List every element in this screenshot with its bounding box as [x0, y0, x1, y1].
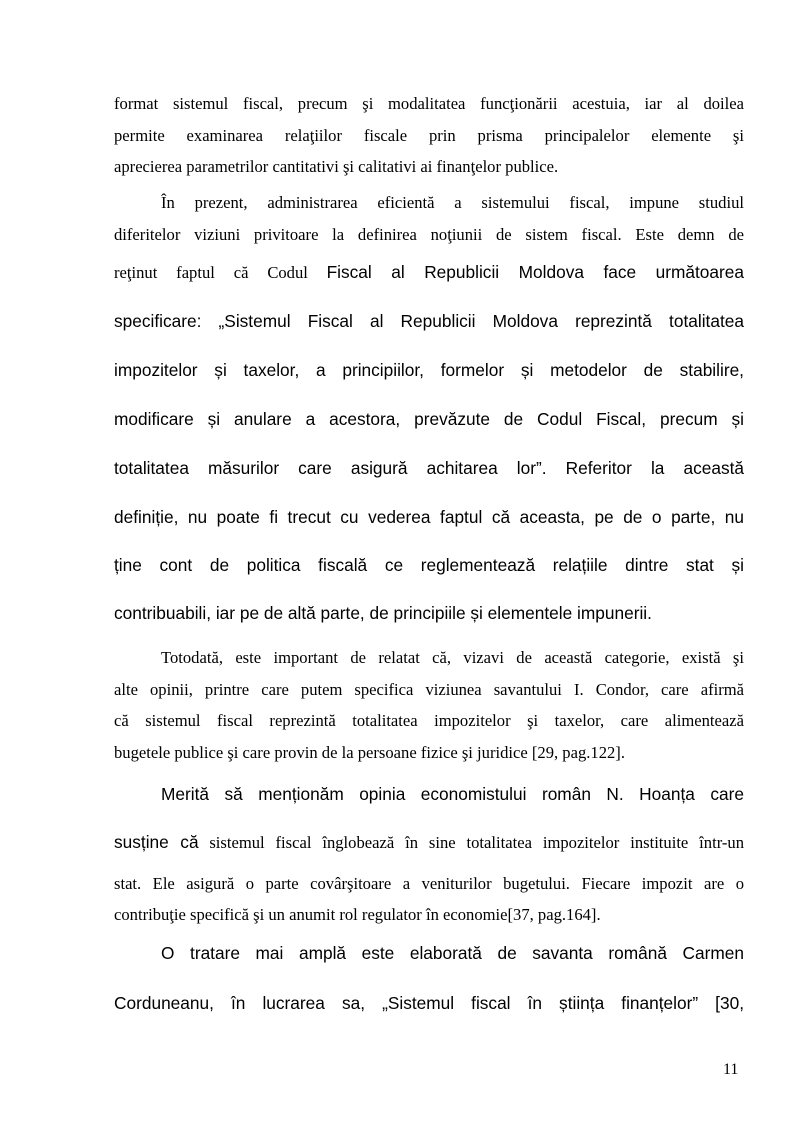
text-line-23: Corduneanu, în lucrarea sa, „Sistemul fiscal în știința finanțelor” [30,	[114, 993, 744, 1013]
text-line-6-serif-part: reţinut faptul că Codul	[114, 263, 308, 282]
text-line-14: Totodată, este important de relatat că, vizavi de această categorie, există şi	[161, 648, 744, 667]
text-line-8: impozitelor și taxelor, a principiilor, formelor și metodelor de stabilire,	[114, 360, 744, 380]
text-line-10: totalitatea măsurilor care asigură achitarea lor”. Referitor la această	[114, 458, 744, 478]
text-line-12: ține cont de politica fiscală ce reglementează relațiile dintre stat și	[114, 555, 744, 575]
text-line-15: alte opinii, printre care putem specifica viziunea savantului I. Condor, care afirmă	[114, 680, 744, 699]
text-line-11: definiție, nu poate fi trecut cu vederea faptul că aceasta, pe de o parte, nu	[114, 507, 744, 527]
text-line-19	[114, 834, 744, 852]
text-line-20: stat. Ele asigură o parte covârşitoare a veniturilor bugetului. Fiecare impozit are o	[114, 874, 744, 893]
text-line-4: În prezent, administrarea eficientă a sistemului fiscal, impune studiul	[161, 193, 744, 212]
text-line-19-sans-part: susține că	[114, 832, 199, 852]
text-line-17: bugetele publice şi care provin de la persoane fizice şi juridice [29, pag.122].	[114, 743, 625, 762]
text-line-9: modificare și anulare a acestora, prevăzute de Codul Fiscal, precum și	[114, 409, 744, 429]
text-line-21: contribuţie specifică şi un anumit rol regulator în economie[37, pag.164].	[114, 905, 601, 924]
text-line-5: diferitelor viziuni privitoare la definirea noţiunii de sistem fiscal. Este demn de	[114, 225, 744, 244]
text-line-22: O tratare mai amplă este elaborată de savanta română Carmen	[161, 943, 744, 963]
text-line-13: contribuabili, iar pe de altă parte, de principiile și elementele impunerii.	[114, 603, 652, 623]
text-line-6-sans-part: Fiscal al Republicii Moldova face următoarea	[326, 262, 745, 282]
text-line-1: format sistemul fiscal, precum şi modalitatea funcţionării acestuia, iar al doilea	[114, 94, 744, 113]
text-line-3: aprecierea parametrilor cantitativi şi calitativi ai finanţelor publice.	[114, 157, 559, 176]
text-line-6	[114, 264, 744, 282]
text-line-7: specificare: „Sistemul Fiscal al Republicii Moldova reprezintă totalitatea	[114, 311, 744, 331]
text-line-2: permite examinarea relaţiilor fiscale prin prisma principalelor elemente şi	[114, 126, 744, 145]
text-line-19-serif-part: sistemul fiscal înglobează în sine totalitatea impozitelor instituite într-un	[209, 833, 745, 852]
page-number: 11	[723, 1061, 739, 1078]
text-line-16: că sistemul fiscal reprezintă totalitatea impozitelor şi taxelor, care alimentează	[114, 711, 744, 730]
text-line-18: Merită să menționăm opinia economistului român N. Hoanța care	[161, 784, 744, 804]
